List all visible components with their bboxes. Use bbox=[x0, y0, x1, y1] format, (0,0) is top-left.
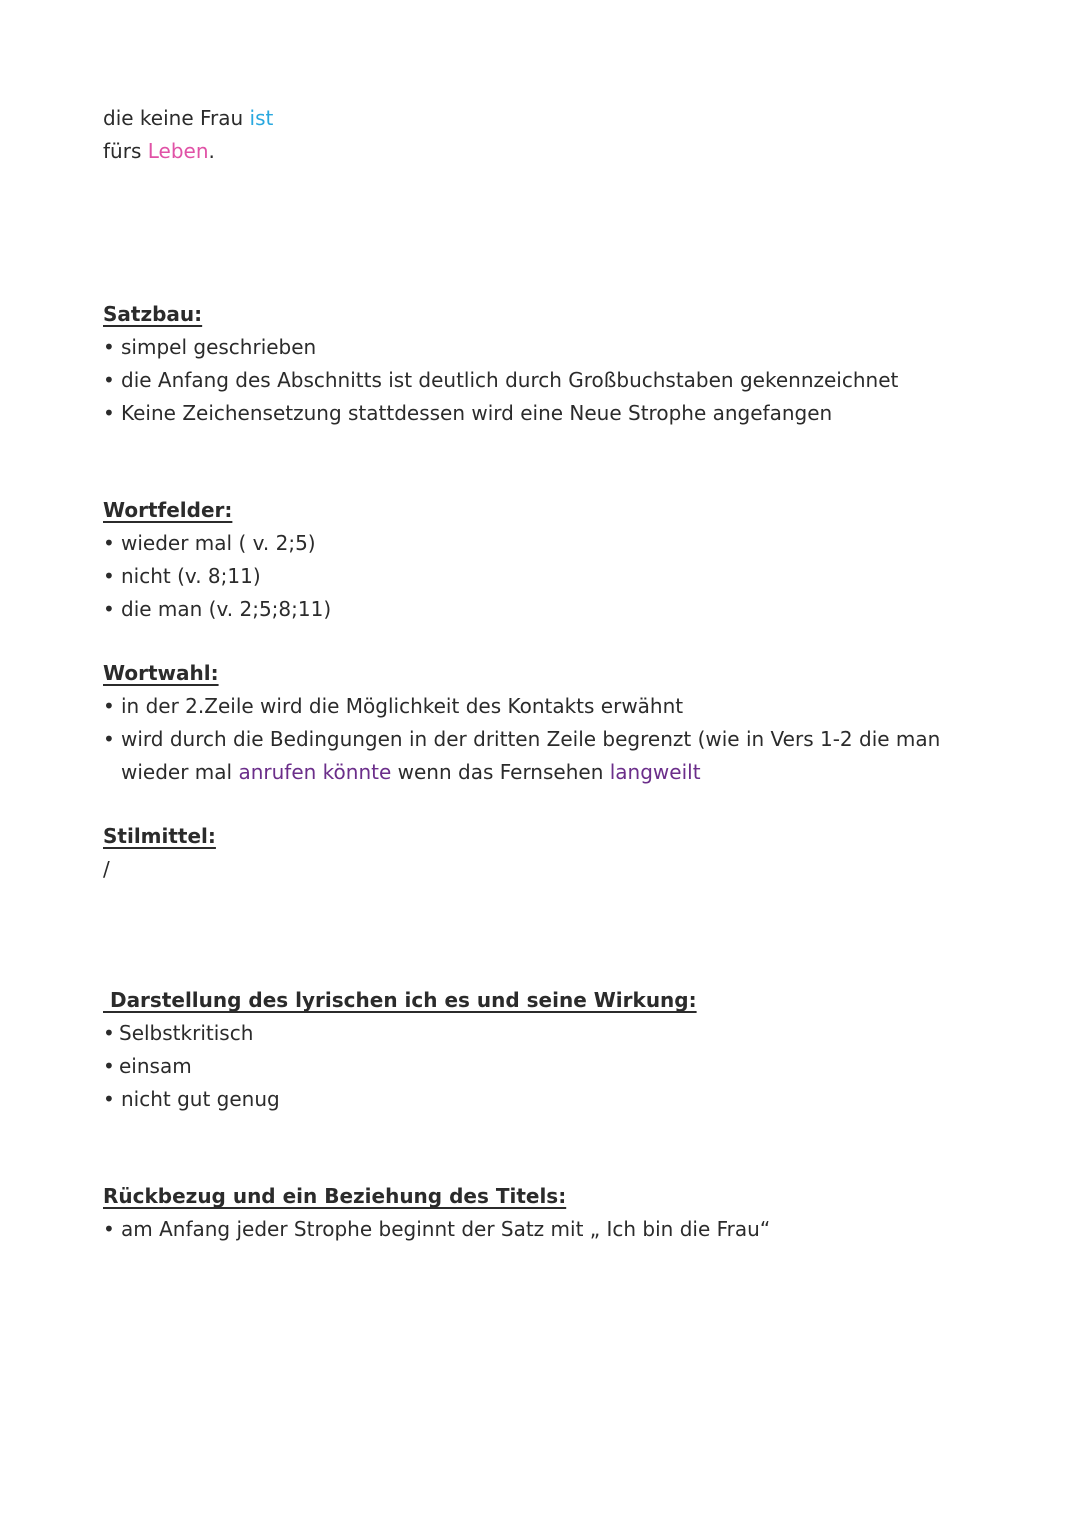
list-item-text: am Anfang jeder Strophe beginnt der Satz mit „ Ich bin die Frau“ bbox=[121, 1217, 771, 1241]
continuation-text: wieder mal bbox=[121, 760, 239, 784]
bullet-icon: • bbox=[103, 727, 115, 751]
list-item-text: in der 2.Zeile wird die Möglichkeit des Kontakts erwähnt bbox=[121, 694, 684, 718]
list-item bbox=[103, 1083, 280, 1116]
rueckbezug-heading: Rückbezug und ein Beziehung des Titels: bbox=[103, 1184, 567, 1208]
bullet-icon: • bbox=[103, 1054, 115, 1078]
wortwahl-heading: Wortwahl: bbox=[103, 661, 219, 685]
list-item bbox=[103, 1050, 192, 1083]
list-item-text: simpel geschrieben bbox=[121, 335, 317, 359]
darstellung-heading: Darstellung des lyrischen ich es und seine Wirkung: bbox=[103, 988, 697, 1012]
list-item-text: die man (v. 2;5;8;11) bbox=[121, 597, 332, 621]
list-item bbox=[103, 560, 261, 593]
bullet-icon: • bbox=[103, 694, 115, 718]
list-item bbox=[103, 527, 316, 560]
satzbau-heading: Satzbau: bbox=[103, 302, 203, 326]
bullet-icon: • bbox=[103, 368, 115, 392]
list-item-text: wird durch die Bedingungen in der dritten Zeile begrenzt (wie in Vers 1-2 die man bbox=[121, 727, 941, 751]
list-item-text: einsam bbox=[119, 1054, 192, 1078]
list-item-continuation bbox=[121, 756, 701, 789]
continuation-text: wenn das Fernsehen bbox=[391, 760, 610, 784]
bullet-icon: • bbox=[103, 1087, 115, 1111]
wortfelder-heading: Wortfelder: bbox=[103, 498, 233, 522]
list-item-text: wieder mal ( v. 2;5) bbox=[121, 531, 316, 555]
list-item bbox=[103, 690, 683, 723]
stilmittel-value: / bbox=[103, 857, 110, 881]
poem-line-2 bbox=[103, 135, 215, 168]
stilmittel-heading: Stilmittel: bbox=[103, 824, 216, 848]
list-item bbox=[103, 397, 832, 430]
poem-line-2-highlight: Leben bbox=[147, 139, 209, 163]
highlight-text: langweilt bbox=[609, 760, 701, 784]
list-item bbox=[103, 593, 331, 626]
poem-line-1 bbox=[103, 102, 273, 135]
poem-line-1-highlight: ist bbox=[249, 106, 274, 130]
poem-line-1-text: die keine Frau bbox=[103, 106, 250, 130]
list-item bbox=[103, 723, 940, 756]
list-item-text: nicht (v. 8;11) bbox=[121, 564, 261, 588]
poem-line-2-end: . bbox=[208, 139, 215, 163]
list-item bbox=[103, 331, 316, 364]
list-item-text: nicht gut genug bbox=[121, 1087, 280, 1111]
list-item bbox=[103, 364, 898, 397]
bullet-icon: • bbox=[103, 597, 115, 621]
bullet-icon: • bbox=[103, 401, 115, 425]
bullet-icon: • bbox=[103, 531, 115, 555]
list-item-text: die Anfang des Abschnitts ist deutlich durch Großbuchstaben gekennzeichnet bbox=[121, 368, 899, 392]
list-item-text: Keine Zeichensetzung stattdessen wird eine Neue Strophe angefangen bbox=[121, 401, 833, 425]
highlight-text: anrufen könnte bbox=[238, 760, 392, 784]
poem-line-2-text: fürs bbox=[103, 139, 148, 163]
bullet-icon: • bbox=[103, 564, 115, 588]
bullet-icon: • bbox=[103, 1021, 115, 1045]
list-item bbox=[103, 1213, 770, 1246]
list-item-text: Selbstkritisch bbox=[119, 1021, 254, 1045]
bullet-icon: • bbox=[103, 335, 115, 359]
list-item bbox=[103, 1017, 253, 1050]
bullet-icon: • bbox=[103, 1217, 115, 1241]
